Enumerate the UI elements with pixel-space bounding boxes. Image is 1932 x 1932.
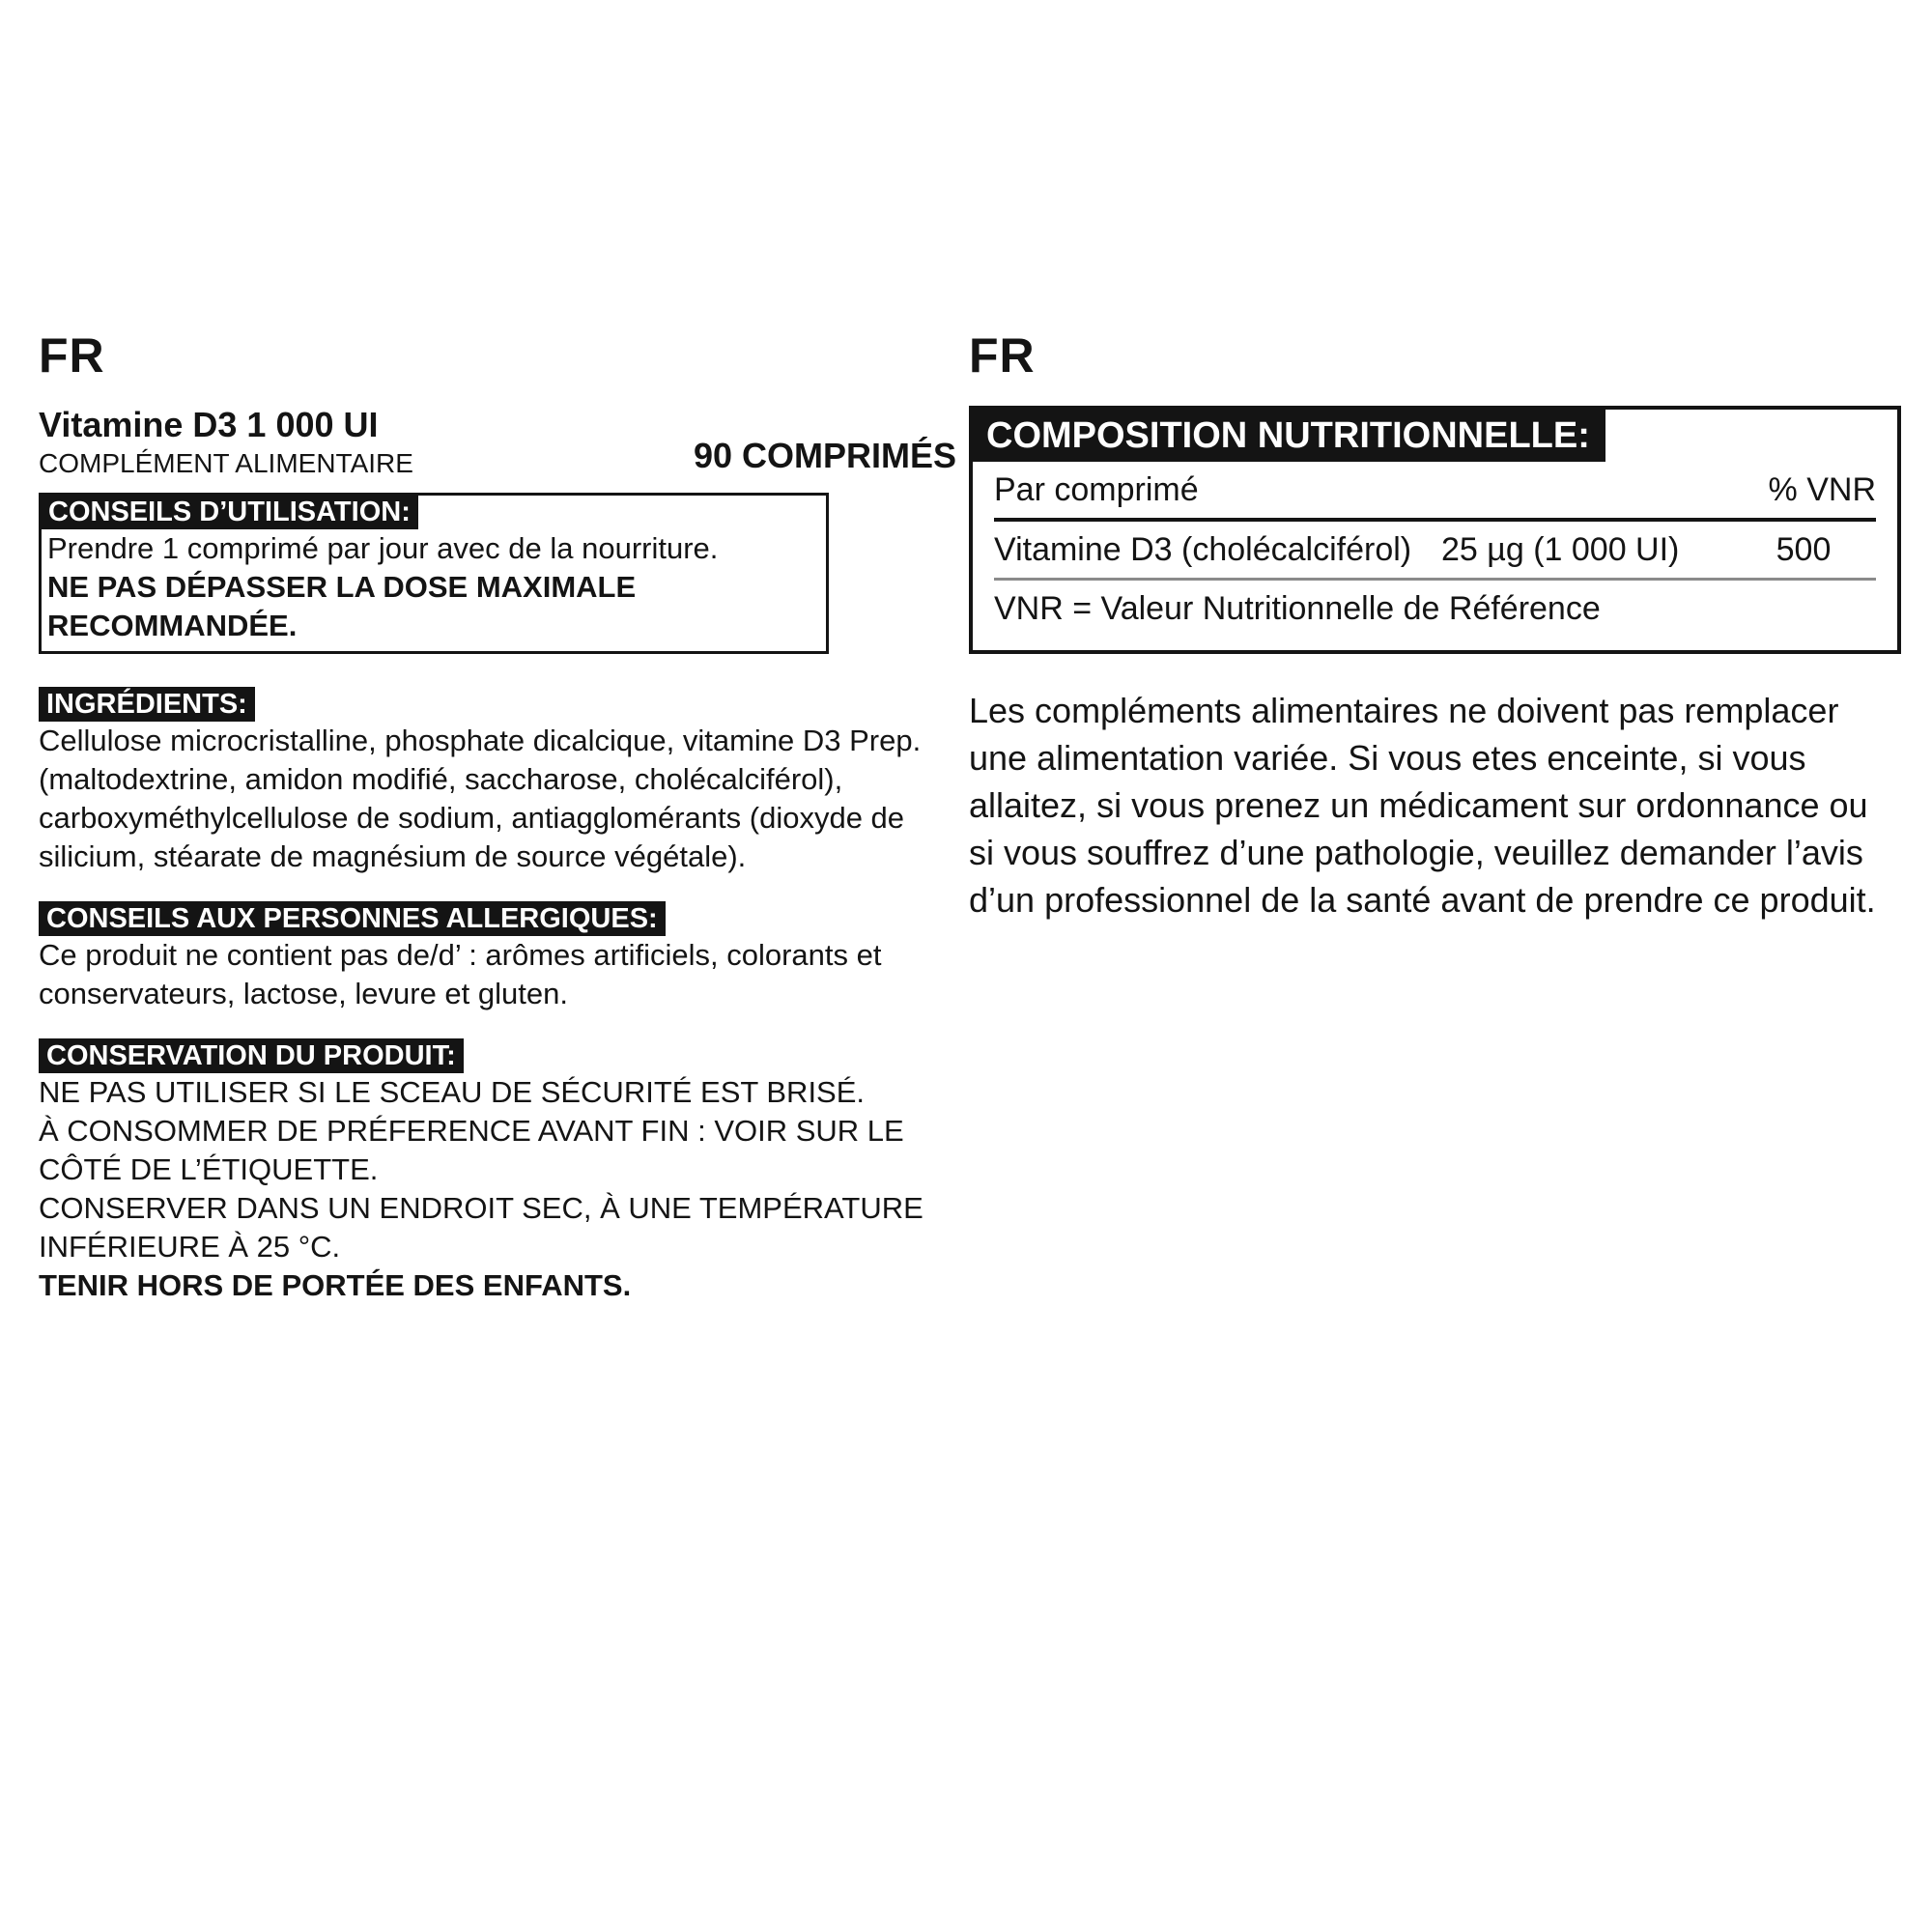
nutrient-vnr: 500 [1776, 531, 1832, 568]
allergy-text: Ce produit ne contient pas de/d’ : arômes artificiels, colorants et conservateurs, lactose, levure et gluten. [39, 938, 882, 1010]
language-label-right: FR [969, 328, 1036, 383]
header-vnr: % VNR [1768, 471, 1876, 508]
usage-title: CONSEILS D’UTILISATION: [41, 495, 418, 529]
nutrition-header-row [994, 462, 1876, 522]
usage-box [39, 493, 829, 654]
nutrition-table [969, 406, 1901, 654]
ingredients-section [39, 687, 956, 876]
ingredients-title: INGRÉDIENTS: [39, 687, 255, 722]
storage-body [39, 1073, 956, 1305]
nutrition-row [994, 522, 1876, 581]
usage-body [42, 529, 826, 645]
storage-line-4: TENIR HORS DE PORTÉE DES ENFANTS. [39, 1268, 632, 1302]
storage-line-3: CONSERVER DANS UN ENDROIT SEC, À UNE TEMPÉRATURE INFÉRIEURE À 25 °C. [39, 1191, 923, 1264]
language-label-left: FR [39, 328, 105, 383]
vnr-footnote: VNR = Valeur Nutritionnelle de Référence [994, 590, 1601, 627]
storage-line-2: À CONSOMMER DE PRÉFERENCE AVANT FIN : VOIR SUR LE CÔTÉ DE L’ÉTIQUETTE. [39, 1114, 904, 1186]
nutrient-amount: 25 µg (1 000 UI) [1441, 531, 1680, 568]
tablet-count: 90 COMPRIMÉS [693, 436, 956, 475]
product-name: Vitamine D3 1 000 UI [39, 405, 379, 444]
storage-line-1: NE PAS UTILISER SI LE SCEAU DE SÉCURITÉ EST BRISÉ. [39, 1075, 866, 1109]
usage-line-1: Prendre 1 comprimé par jour avec de la nourriture. [47, 531, 719, 565]
product-header [39, 406, 956, 481]
left-column [39, 328, 956, 1330]
usage-line-2: NE PAS DÉPASSER LA DOSE MAXIMALE RECOMMANDÉE. [47, 570, 637, 642]
header-per-tablet: Par comprimé [994, 471, 1199, 508]
ingredients-text: Cellulose microcristalline, phosphate dicalcique, vitamine D3 Prep. (maltodextrine, amidon modifié, saccharose, cholécalciférol), carboxyméthylcellulose de sodium, antiagglomérants (dioxyde de silicium, stéarate de magnésium de source végétale). [39, 724, 922, 873]
nutrition-title: COMPOSITION NUTRITIONNELLE: [973, 410, 1605, 462]
allergy-section [39, 901, 956, 1013]
warning-text: Les compléments alimentaires ne doivent pas remplacer une alimentation variée. Si vous etes enceinte, si vous allaitez, si vous prenez un médicament sur ordonnance ou si vous souffrez d’une pathologie, veuillez demander l’avis d’un professionnel de la santé avant de prendre ce produit. [969, 691, 1876, 920]
storage-section [39, 1038, 956, 1305]
right-column [969, 328, 1901, 923]
storage-title: CONSERVATION DU PRODUIT: [39, 1038, 464, 1073]
nutrient-name: Vitamine D3 (cholécalciférol) [994, 531, 1412, 568]
allergy-title: CONSEILS AUX PERSONNES ALLERGIQUES: [39, 901, 666, 936]
product-type: COMPLÉMENT ALIMENTAIRE [39, 448, 413, 478]
